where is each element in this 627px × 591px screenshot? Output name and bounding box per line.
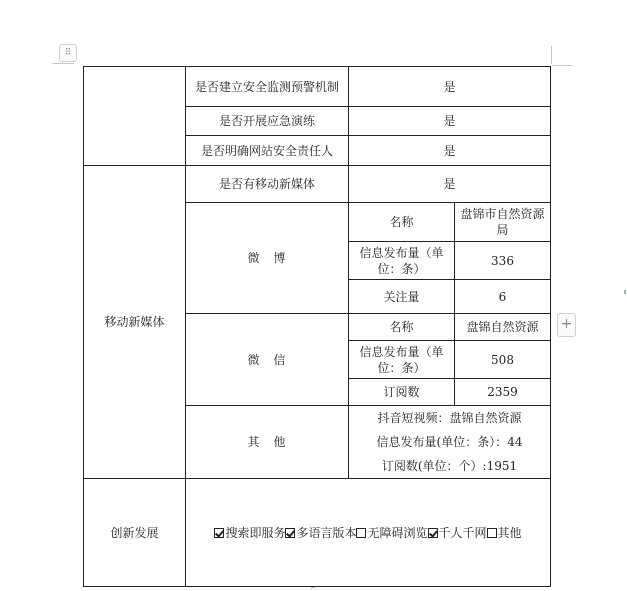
checkbox-checked-icon[interactable]: [214, 528, 224, 538]
responsible-person-label: 是否明确网站安全责任人: [186, 136, 349, 166]
mobile-media-section-label: 移动新媒体: [84, 166, 186, 479]
wechat-name-label: 名称: [349, 314, 455, 341]
checkbox-checked-icon[interactable]: [285, 528, 295, 538]
wechat-subscribers-label: 订阅数: [349, 379, 455, 406]
wechat-name-value: 盘锦自然资源: [455, 314, 551, 341]
responsible-person-value: 是: [349, 136, 551, 166]
wechat-posts-label: 信息发布量（单位：条）: [349, 341, 455, 379]
weibo-posts-value: 336: [455, 242, 551, 280]
report-table: [83, 66, 551, 587]
douyin-posts-line: 信息发布量(单位：条）：44: [376, 435, 523, 449]
table-row: [84, 67, 551, 107]
option-search-service[interactable]: [214, 526, 285, 540]
option-label: 其他: [497, 525, 522, 540]
option-label: 搜索即服务: [225, 525, 286, 540]
innovation-label: 创新发展: [84, 479, 186, 587]
option-label: 多语言版本: [296, 525, 357, 540]
page-margin-guide: [52, 63, 74, 64]
add-column-button[interactable]: +: [557, 313, 576, 337]
option-multilingual[interactable]: [285, 526, 356, 540]
checkbox-checked-icon[interactable]: [428, 528, 438, 538]
option-personalized[interactable]: [428, 526, 487, 540]
other-media-detail: [349, 406, 551, 479]
weibo-followers-label: 关注量: [349, 280, 455, 314]
weibo-name-label: 名称: [349, 203, 455, 242]
wechat-posts-value: 508: [455, 341, 551, 379]
table-row: [84, 166, 551, 203]
douyin-account-line: 抖音短视频：盘锦自然资源: [377, 411, 522, 425]
option-label: 无障碍浏览: [367, 525, 428, 540]
table-row: [84, 479, 551, 587]
innovation-options: [186, 479, 551, 587]
douyin-subscribers-line: 订阅数(单位：个）:1951: [381, 459, 518, 473]
weibo-posts-label: 信息发布量（单位：条）: [349, 242, 455, 280]
weibo-label: 微 博: [186, 203, 349, 314]
other-media-label: 其 他: [186, 406, 349, 479]
wechat-subscribers-value: 2359: [455, 379, 551, 406]
emergency-drill-label: 是否开展应急演练: [186, 107, 349, 136]
checkbox-unchecked-icon[interactable]: [356, 528, 366, 538]
safety-monitoring-value: 是: [349, 67, 551, 107]
option-label: 千人千网: [438, 525, 487, 540]
table-move-handle-icon[interactable]: ⠿: [59, 44, 77, 62]
weibo-name-value: 盘锦市自然资源局: [455, 203, 551, 242]
blank-section-cell: [84, 67, 186, 166]
has-new-media-label: 是否有移动新媒体: [186, 166, 349, 203]
emergency-drill-value: 是: [349, 107, 551, 136]
wechat-label: 微 信: [186, 314, 349, 406]
safety-monitoring-label: 是否建立安全监测预警机制: [186, 67, 349, 107]
page-bottom-mark: [310, 587, 316, 591]
page-margin-guide-right-h: [552, 65, 572, 66]
page-margin-guide-right: [551, 46, 552, 64]
scroll-edge-mark: [624, 290, 626, 294]
has-new-media-value: 是: [349, 166, 551, 203]
weibo-followers-value: 6: [455, 280, 551, 314]
option-accessibility[interactable]: [356, 526, 427, 540]
checkbox-unchecked-icon[interactable]: [487, 528, 497, 538]
option-other[interactable]: [487, 526, 522, 540]
